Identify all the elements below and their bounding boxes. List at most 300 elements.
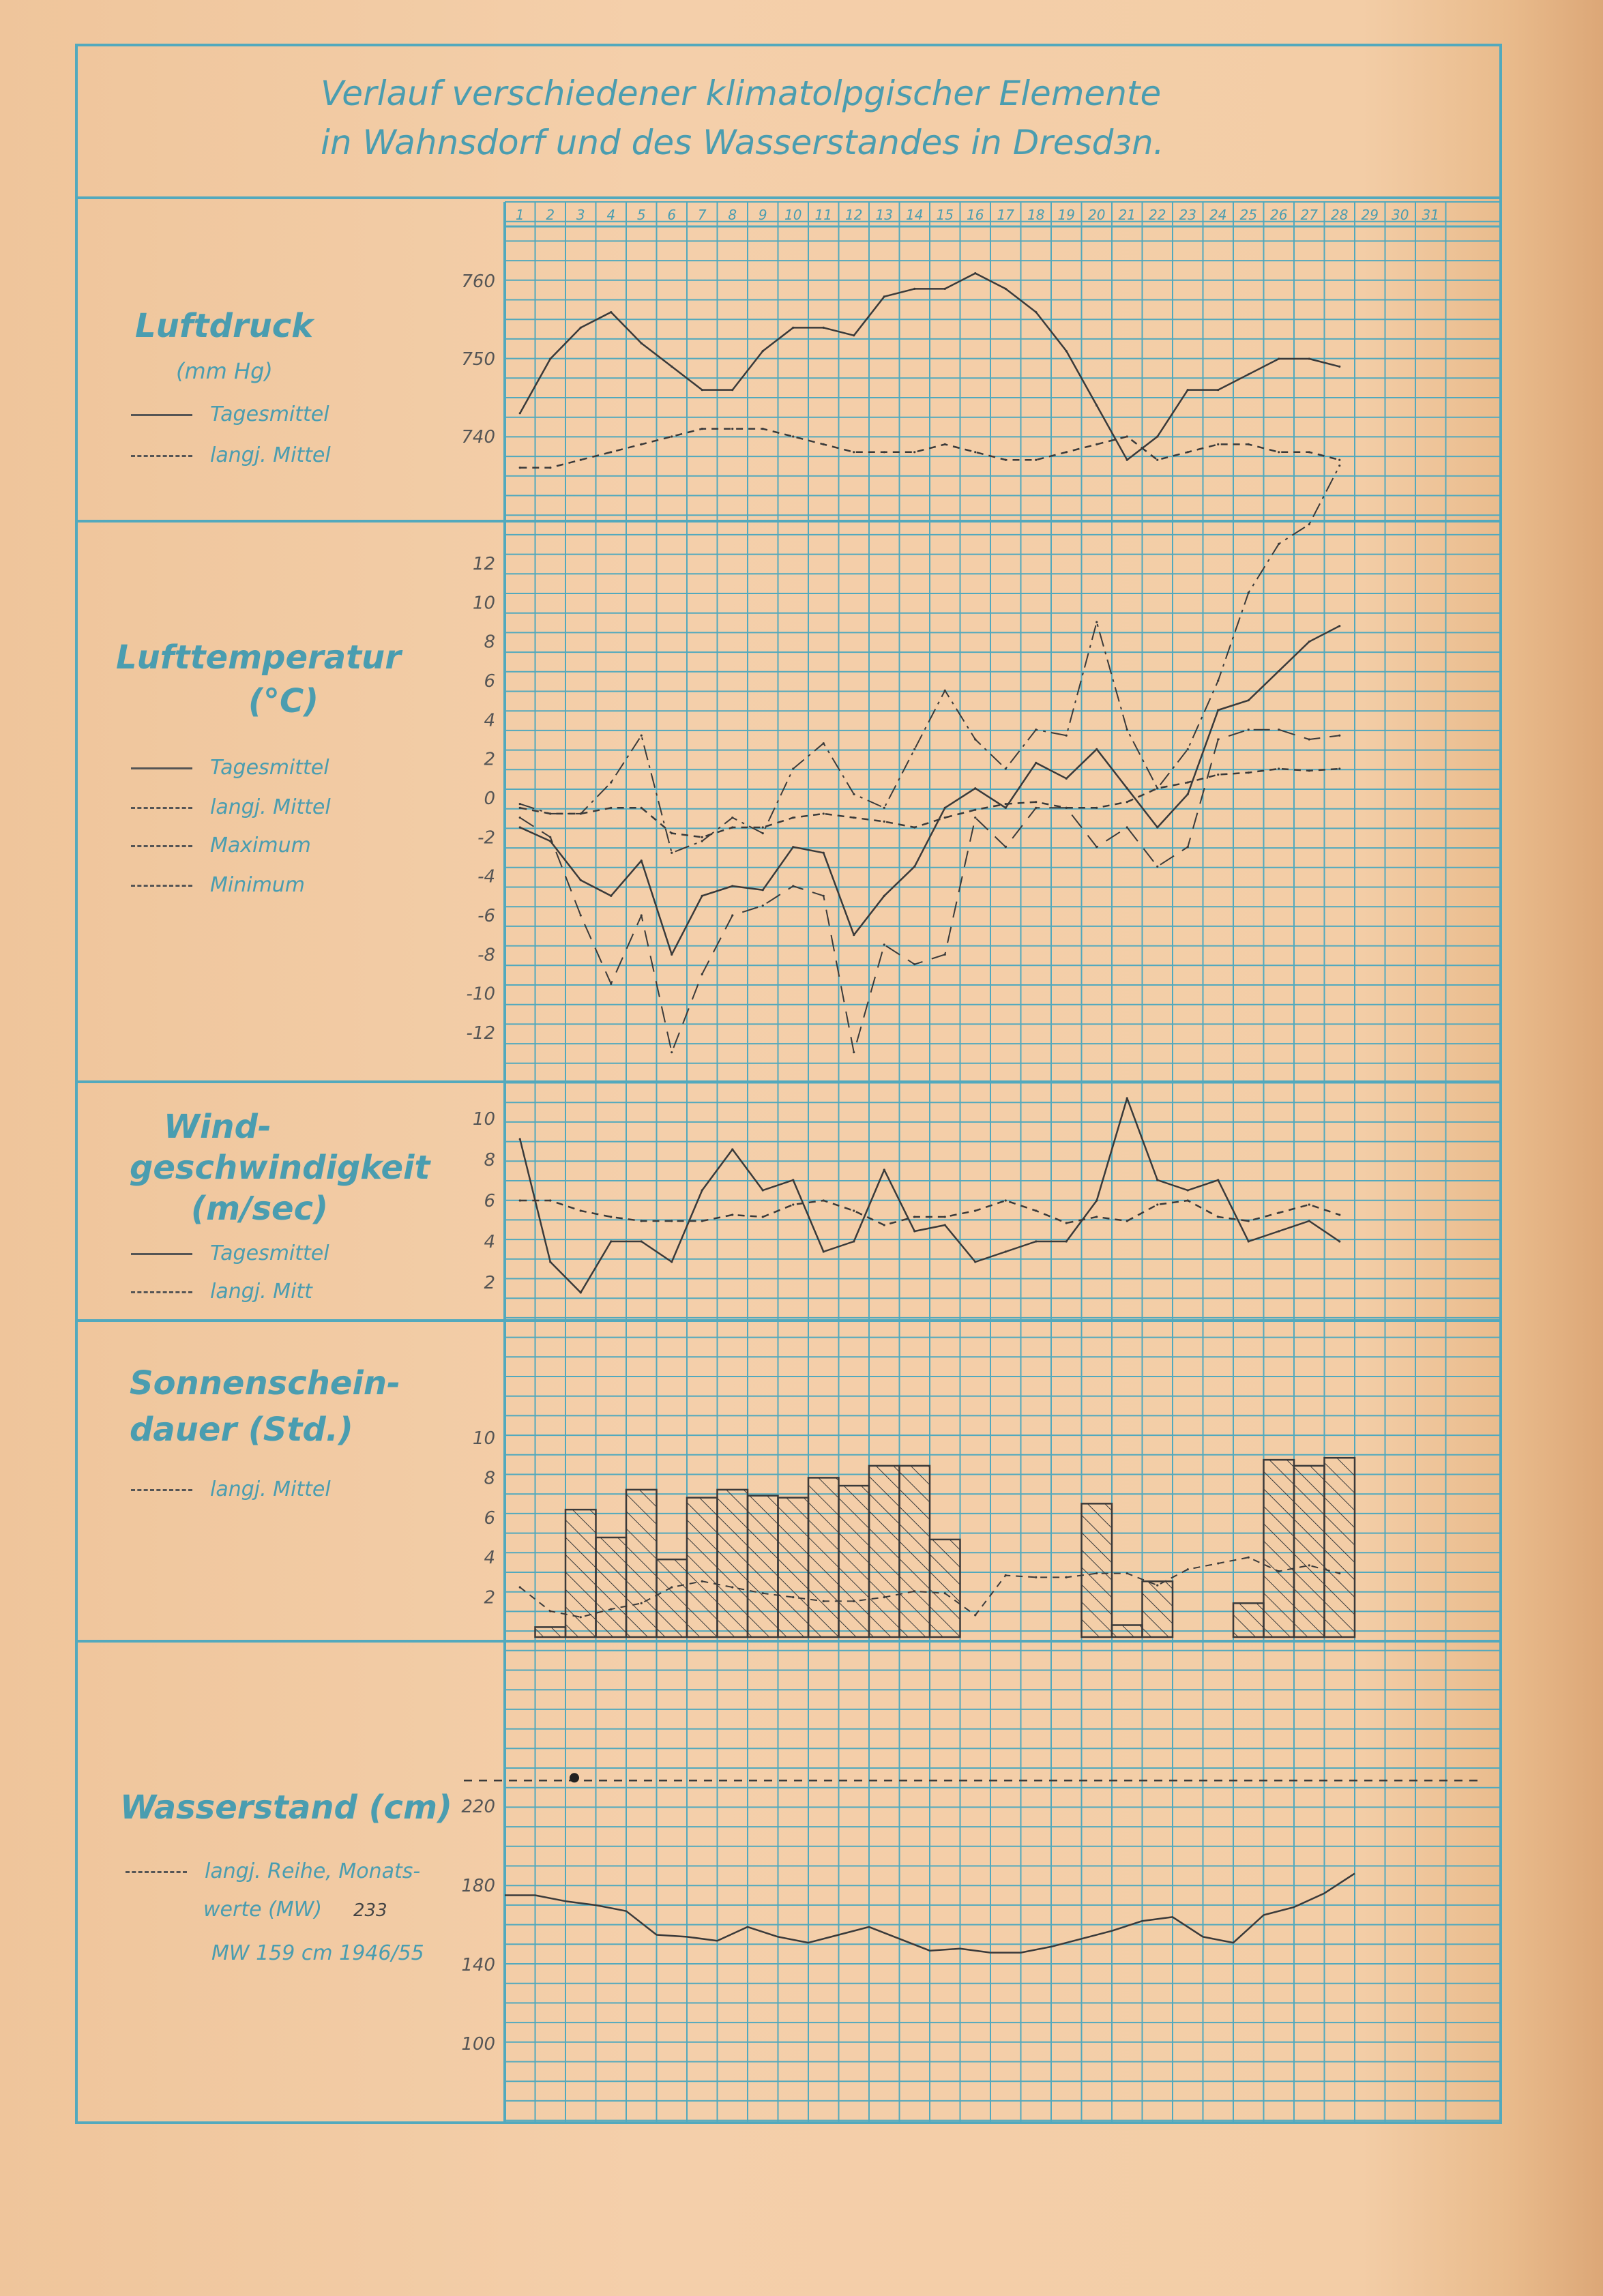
temperature-series-max-point — [1065, 735, 1068, 737]
temperature-series-min-point — [1278, 728, 1280, 731]
sunshine-tick: 10 — [472, 1428, 495, 1449]
temperature-series-max-point — [1035, 728, 1037, 731]
temperature-series-max-point — [610, 781, 612, 783]
sunshine-series-longterm-point — [1338, 1572, 1340, 1574]
wind-series-mean-point — [762, 1189, 764, 1191]
temperature-series-mean-point — [1035, 762, 1037, 764]
temperature-series-longterm-point — [1126, 801, 1128, 803]
temperature-series-longterm-point — [1035, 801, 1037, 803]
temperature-series-longterm-point — [671, 832, 673, 834]
temperature-series-min-point — [762, 904, 764, 907]
pressure-series-mean-point — [1035, 311, 1037, 313]
pressure-series-mean-point — [1278, 357, 1280, 359]
temperature-tick: 0 — [484, 789, 495, 809]
temperature-series-longterm-point — [731, 826, 733, 828]
temperature-series-min-point — [792, 885, 794, 887]
pressure-series-longterm-point — [1065, 451, 1068, 453]
day-label: 8 — [728, 207, 737, 223]
temperature-series-min-point — [519, 816, 521, 819]
wind-series-longterm-point — [549, 1199, 551, 1201]
wind-series-longterm-point — [1065, 1222, 1068, 1224]
pressure-series-mean-point — [1095, 404, 1098, 407]
pressure-series-mean-point — [1156, 435, 1158, 437]
pressure-series-mean-point — [1005, 288, 1007, 290]
temperature-series-min-point — [944, 954, 946, 956]
pressure-series-longterm-point — [792, 435, 794, 437]
water-legend-value: 233 — [353, 1900, 387, 1921]
temperature-tick: -12 — [466, 1023, 495, 1044]
temperature-series-mean-point — [641, 859, 643, 862]
temperature-series-min-point — [823, 895, 825, 897]
day-label: 10 — [784, 207, 802, 223]
sunshine-bar — [1325, 1458, 1355, 1637]
temperature-tick: 2 — [484, 749, 495, 770]
wind-series-longterm-point — [1126, 1220, 1128, 1222]
temperature-series-max-point — [671, 852, 673, 854]
temperature-series-max-point — [641, 735, 643, 737]
wind-series-longterm-point — [1187, 1199, 1189, 1201]
water-tick: 180 — [461, 1876, 495, 1896]
temperature-tick: -4 — [477, 866, 495, 887]
temperature-series-max-point — [913, 748, 915, 750]
temperature-series-mean-point — [792, 846, 794, 848]
pressure-series-longterm-point — [823, 443, 825, 445]
wind-series-mean-point — [974, 1261, 976, 1263]
temperature-series-min-point — [671, 1051, 673, 1053]
temperature-series-max-point — [1187, 748, 1189, 750]
temperature-series-max-point — [731, 816, 733, 819]
temperature-series-longterm-point — [974, 809, 976, 811]
pressure-series-mean-point — [974, 272, 976, 274]
wind-tick: 8 — [484, 1150, 495, 1171]
pressure-series-longterm-point — [1095, 443, 1098, 445]
pressure-series-mean-point — [913, 288, 915, 290]
pressure-legend-longterm: langj. Mittel — [131, 443, 331, 467]
temperature-series-min-point — [1217, 738, 1219, 740]
pressure-series-mean-point — [1126, 459, 1128, 461]
wind-tick: 2 — [484, 1273, 495, 1293]
day-label: 9 — [758, 207, 767, 223]
wind-series-longterm-point — [1095, 1216, 1098, 1218]
pressure-series-mean-point — [731, 389, 733, 391]
wind-series-mean-point — [1308, 1220, 1310, 1222]
temperature-legend-min: Minimum — [131, 873, 305, 897]
temperature-legend-mean: Tagesmittel — [131, 756, 329, 780]
wind-series-mean-point — [1338, 1240, 1340, 1242]
sunshine-series-longterm-point — [1248, 1557, 1250, 1559]
sunshine-bar — [626, 1490, 657, 1637]
sunshine-bar — [657, 1559, 688, 1637]
wind-series-longterm-point — [580, 1209, 582, 1211]
wind-series-mean-point — [1248, 1240, 1250, 1242]
temperature-tick: -10 — [466, 984, 495, 1005]
temperature-series-longterm-point — [1217, 774, 1219, 776]
wind-series-longterm-point — [671, 1220, 673, 1222]
day-label: 28 — [1331, 207, 1349, 223]
pressure-series-mean-point — [792, 327, 794, 329]
temperature-series-longterm-point — [944, 816, 946, 819]
temperature-series-mean-point — [823, 852, 825, 854]
pressure-series-mean-point — [701, 389, 703, 391]
temperature-tick: 6 — [484, 671, 495, 692]
wind-series-longterm-point — [1035, 1209, 1037, 1211]
wind-legend-mean: Tagesmittel — [131, 1241, 329, 1265]
temperature-series-longterm-point — [1308, 769, 1310, 771]
temperature-series-max-point — [823, 742, 825, 744]
wind-series-longterm-point — [519, 1199, 521, 1201]
temperature-series-min-point — [1126, 826, 1128, 828]
temperature-series-mean-point — [1308, 641, 1310, 643]
pressure-series-longterm-point — [762, 428, 764, 430]
day-label: 14 — [906, 207, 924, 223]
wind-series-mean-point — [641, 1240, 643, 1242]
temperature-series-longterm-point — [792, 816, 794, 819]
temperature-series-max-point — [580, 812, 582, 814]
temperature-series-min-point — [883, 943, 885, 945]
wind-series-longterm-point — [792, 1203, 794, 1205]
sunshine-bar — [1082, 1503, 1113, 1637]
wind-series-mean-point — [792, 1179, 794, 1181]
wind-series-longterm-point — [762, 1216, 764, 1218]
day-label: 12 — [845, 207, 863, 223]
wind-series-mean-point — [701, 1189, 703, 1191]
wind-series-mean-point — [1035, 1240, 1037, 1242]
temperature-series-mean-point — [519, 826, 521, 828]
pressure-series-mean-point — [519, 412, 521, 414]
temperature-series-max-point — [1217, 679, 1219, 681]
pressure-series-longterm-point — [641, 443, 643, 445]
temperature-series-mean-point — [883, 895, 885, 897]
sunshine-series-longterm-point — [1126, 1572, 1128, 1574]
wind-series-longterm-point — [944, 1216, 946, 1218]
temperature-series-mean-point — [853, 934, 855, 936]
temperature-series-min-point — [731, 914, 733, 916]
sunshine-series-longterm-point — [1095, 1572, 1098, 1574]
temperature-series-mean-point — [944, 807, 946, 809]
temperature-series-mean-point — [974, 787, 976, 789]
temperature-series-min-point — [641, 914, 643, 916]
temperature-series-min-point — [701, 973, 703, 975]
water-legend-1: langj. Reihe, Monats- — [126, 1859, 420, 1883]
day-label: 15 — [936, 207, 954, 223]
pressure-series-longterm-point — [580, 459, 582, 461]
pressure-series-longterm-point — [1278, 451, 1280, 453]
pressure-series-longterm-point — [610, 451, 612, 453]
pressure-series-longterm-point — [1156, 459, 1158, 461]
temperature-series-longterm-point — [519, 807, 521, 809]
temperature-series-max-point — [519, 803, 521, 805]
day-label: 11 — [814, 207, 832, 223]
wind-series-longterm-point — [1005, 1199, 1007, 1201]
temperature-series-min-point — [853, 1051, 855, 1053]
ink-dot — [570, 1773, 579, 1782]
temperature-tick: -8 — [477, 945, 495, 966]
temperature-series-max-point — [1248, 591, 1250, 593]
pressure-series-longterm-point — [1005, 459, 1007, 461]
sunshine-bar — [869, 1466, 900, 1637]
sunshine-bar — [839, 1486, 870, 1637]
pressure-series-longterm-point — [1308, 451, 1310, 453]
wind-series-mean-point — [1156, 1179, 1158, 1181]
sunshine-series-longterm-point — [762, 1592, 764, 1594]
temperature-series-mean-point — [1187, 793, 1189, 795]
temperature-series-longterm-point — [610, 807, 612, 809]
sunshine-legend-longterm: langj. Mittel — [131, 1477, 331, 1501]
pressure-heading: Luftdruck — [135, 307, 314, 345]
day-label: 17 — [997, 207, 1014, 223]
sunshine-series-longterm-point — [1156, 1584, 1158, 1586]
pressure-series-longterm-point — [913, 451, 915, 453]
sunshine-series-longterm-point — [853, 1600, 855, 1602]
day-label: 26 — [1270, 207, 1288, 223]
temperature-tick: -6 — [477, 906, 495, 926]
temperature-legend-longterm: langj. Mittel — [131, 795, 331, 819]
sunshine-heading-2: dauer (Std.) — [130, 1411, 353, 1449]
sunshine-bar — [808, 1477, 839, 1637]
pressure-series-mean-point — [671, 366, 673, 368]
sunshine-series-longterm-point — [519, 1586, 521, 1588]
water-tick: 140 — [461, 1955, 495, 1975]
title-line-1: Verlauf verschiedener klimatolpgischer Elemente — [321, 74, 1162, 113]
wind-series-mean-point — [1005, 1250, 1007, 1252]
wind-series-longterm-point — [974, 1209, 976, 1211]
wind-series-longterm-point — [731, 1213, 733, 1216]
wind-series-longterm-point — [1217, 1216, 1219, 1218]
pressure-series-longterm-point — [944, 443, 946, 445]
sunshine-bar — [778, 1498, 809, 1637]
sunshine-series-longterm-point — [701, 1580, 703, 1583]
wind-tick: 6 — [484, 1191, 495, 1211]
temperature-series-max-point — [883, 807, 885, 809]
temperature-series-mean-point — [1248, 699, 1250, 701]
pressure-series-longterm-point — [701, 428, 703, 430]
temperature-series-min-point — [1156, 866, 1158, 868]
wind-series-mean-point — [883, 1168, 885, 1171]
temperature-legend-max: Maximum — [131, 834, 311, 857]
temperature-series-min-point — [1095, 846, 1098, 848]
temperature-series-longterm-point — [762, 826, 764, 828]
sunshine-series-longterm-point — [1187, 1568, 1189, 1570]
wind-series-longterm-point — [610, 1216, 612, 1218]
pressure-series-longterm-point — [1126, 435, 1128, 437]
temperature-series-min-point — [580, 914, 582, 916]
day-label: 4 — [606, 207, 616, 223]
sunshine-series-longterm-point — [792, 1596, 794, 1598]
wind-series-mean-point — [1278, 1230, 1280, 1232]
wind-series-longterm-point — [641, 1220, 643, 1222]
wind-series-mean-point — [823, 1250, 825, 1252]
wind-series-mean-point — [580, 1291, 582, 1293]
water-note: MW 159 cm 1946/55 — [211, 1941, 424, 1965]
temperature-series-max-point — [1005, 767, 1007, 769]
sunshine-tick: 2 — [484, 1587, 495, 1608]
temperature-series-min-point — [1035, 807, 1037, 809]
temperature-heading: Lufttemperatur — [116, 638, 401, 677]
wind-heading-2: geschwindigkeit — [130, 1149, 430, 1187]
wind-series-mean-point — [1095, 1199, 1098, 1201]
temperature-series-mean-point — [731, 885, 733, 887]
wind-series-longterm-point — [1248, 1220, 1250, 1222]
sunshine-series-longterm-point — [731, 1586, 733, 1588]
pressure-series-mean-point — [580, 327, 582, 329]
temperature-series-mean-point — [701, 895, 703, 897]
sunshine-bar — [687, 1498, 718, 1637]
temperature-series-max-point — [549, 812, 551, 814]
day-label: 20 — [1088, 207, 1106, 223]
water-heading: Wasserstand (cm) — [120, 1789, 452, 1827]
wind-series-longterm-point — [823, 1199, 825, 1201]
wind-series-longterm-point — [701, 1220, 703, 1222]
pressure-series-longterm-point — [1035, 459, 1037, 461]
temperature-series-longterm-point — [1095, 807, 1098, 809]
temperature-unit: (°C) — [248, 682, 319, 720]
temperature-series-longterm-point — [913, 826, 915, 828]
sunshine-bar — [748, 1496, 778, 1637]
temperature-series-max-point — [1156, 787, 1158, 789]
day-label: 30 — [1392, 207, 1409, 223]
day-label: 29 — [1361, 207, 1379, 223]
temperature-series-min-point — [1308, 738, 1310, 740]
wind-series-mean-point — [671, 1261, 673, 1263]
day-label: 3 — [576, 207, 585, 223]
temperature-series-mean-point — [1005, 807, 1007, 809]
sunshine-bar — [1112, 1625, 1143, 1637]
sunshine-series-longterm-point — [1278, 1570, 1280, 1572]
day-label: 7 — [697, 207, 707, 223]
pressure-series-mean-point — [823, 327, 825, 329]
sunshine-bar — [1233, 1603, 1264, 1637]
temperature-series-longterm-point — [701, 836, 703, 838]
pressure-series-longterm-point — [519, 467, 521, 469]
pressure-series-mean-point — [1248, 373, 1250, 375]
pressure-series-longterm-point — [974, 451, 976, 453]
pressure-series-longterm-point — [671, 435, 673, 437]
sunshine-bar — [900, 1466, 930, 1637]
temperature-series-max-point — [1095, 621, 1098, 623]
pressure-tick: 760 — [461, 271, 495, 292]
pressure-series-mean-point — [1065, 350, 1068, 352]
temperature-series-max-point — [701, 840, 703, 842]
temperature-series-min-point — [549, 836, 551, 838]
day-label: 18 — [1027, 207, 1045, 223]
sunshine-series-longterm-point — [1217, 1562, 1219, 1564]
wind-legend-longterm: langj. Mitt — [131, 1280, 312, 1304]
day-label: 16 — [967, 207, 984, 223]
temperature-series-longterm-point — [1187, 781, 1189, 783]
temperature-series-min-point — [1005, 846, 1007, 848]
wind-series-mean-point — [853, 1240, 855, 1242]
wind-series-longterm-point — [1156, 1203, 1158, 1205]
sunshine-heading-1: Sonnenschein- — [130, 1364, 400, 1402]
sunshine-series-longterm-point — [641, 1602, 643, 1604]
sunshine-series-longterm-point — [580, 1616, 582, 1618]
day-label: 6 — [667, 207, 677, 223]
sunshine-bar — [535, 1627, 566, 1637]
temperature-series-mean-point — [549, 840, 551, 842]
sunshine-series-longterm-point — [549, 1610, 551, 1612]
wind-series-longterm-point — [1308, 1203, 1310, 1205]
wind-series-mean-point — [1217, 1179, 1219, 1181]
sunshine-series-longterm-point — [1308, 1564, 1310, 1566]
wind-series-longterm-point — [1338, 1213, 1340, 1216]
pressure-legend-mean: Tagesmittel — [131, 402, 329, 426]
wind-series-mean-point — [1187, 1189, 1189, 1191]
temperature-series-min-point — [1065, 807, 1068, 809]
day-label: 24 — [1209, 207, 1227, 223]
pressure-series-longterm-point — [1338, 459, 1340, 461]
wind-tick: 10 — [472, 1109, 495, 1130]
temperature-series-longterm-point — [823, 812, 825, 814]
sunshine-bar — [718, 1490, 748, 1637]
sunshine-tick: 6 — [484, 1507, 495, 1529]
temperature-series-max-point — [1126, 728, 1128, 731]
wind-series-longterm-point — [883, 1224, 885, 1226]
pressure-series-mean-point — [1338, 366, 1340, 368]
temperature-tick: 10 — [472, 593, 495, 614]
temperature-series-max-point — [853, 793, 855, 795]
wind-unit: (m/seс) — [191, 1190, 328, 1228]
temperature-series-max-point — [1338, 465, 1340, 467]
day-label: 2 — [546, 207, 555, 223]
sunshine-bar — [1264, 1460, 1295, 1637]
sunshine-bar — [1143, 1581, 1173, 1637]
sunshine-tick: 8 — [484, 1468, 495, 1489]
temperature-series-mean-point — [1126, 787, 1128, 789]
sunshine-series-longterm-point — [974, 1614, 976, 1616]
temperature-series-mean-point — [1278, 670, 1280, 672]
pressure-series-mean-point — [1187, 389, 1189, 391]
wind-series-longterm-point — [1278, 1211, 1280, 1213]
pressure-series-mean-point — [762, 350, 764, 352]
pressure-series-mean-point — [1308, 357, 1310, 359]
pressure-series-mean-point — [853, 334, 855, 336]
pressure-series-longterm-point — [549, 467, 551, 469]
temperature-series-mean-point — [1217, 709, 1219, 711]
wind-heading-1: Wind- — [164, 1108, 271, 1146]
pressure-series-mean-point — [610, 311, 612, 313]
sunshine-series-longterm-point — [610, 1608, 612, 1610]
pressure-series-longterm-point — [1217, 443, 1219, 445]
pressure-series-longterm-point — [731, 428, 733, 430]
sunshine-series-longterm-point — [944, 1592, 946, 1594]
temperature-series-max-point — [762, 832, 764, 834]
sunshine-bar — [930, 1540, 960, 1637]
temperature-series-max-point — [792, 767, 794, 769]
day-label: 23 — [1179, 207, 1196, 223]
temperature-tick: 8 — [484, 632, 495, 653]
temperature-series-max-point — [944, 690, 946, 692]
temperature-series-longterm-point — [1338, 767, 1340, 769]
temperature-series-mean-point — [671, 954, 673, 956]
wind-series-mean-point — [519, 1138, 521, 1140]
temperature-series-max-point — [1308, 523, 1310, 525]
temperature-series-min-point — [974, 816, 976, 819]
temperature-series-min-point — [1187, 846, 1189, 848]
wind-series-mean-point — [1126, 1097, 1128, 1099]
temperature-series-min-point — [1338, 735, 1340, 737]
temperature-series-mean-point — [1065, 778, 1068, 780]
pressure-series-mean-point — [641, 342, 643, 344]
wind-series-mean-point — [610, 1240, 612, 1242]
day-label: 31 — [1422, 207, 1439, 223]
sunshine-bar — [1294, 1466, 1325, 1637]
water-legend-2: werte (MW) — [203, 1898, 323, 1922]
sunshine-series-longterm-point — [1035, 1576, 1037, 1578]
day-label: 25 — [1239, 207, 1257, 223]
temperature-series-longterm-point — [1248, 771, 1250, 774]
day-label: 22 — [1149, 207, 1166, 223]
sunshine-series-longterm-point — [913, 1590, 915, 1592]
